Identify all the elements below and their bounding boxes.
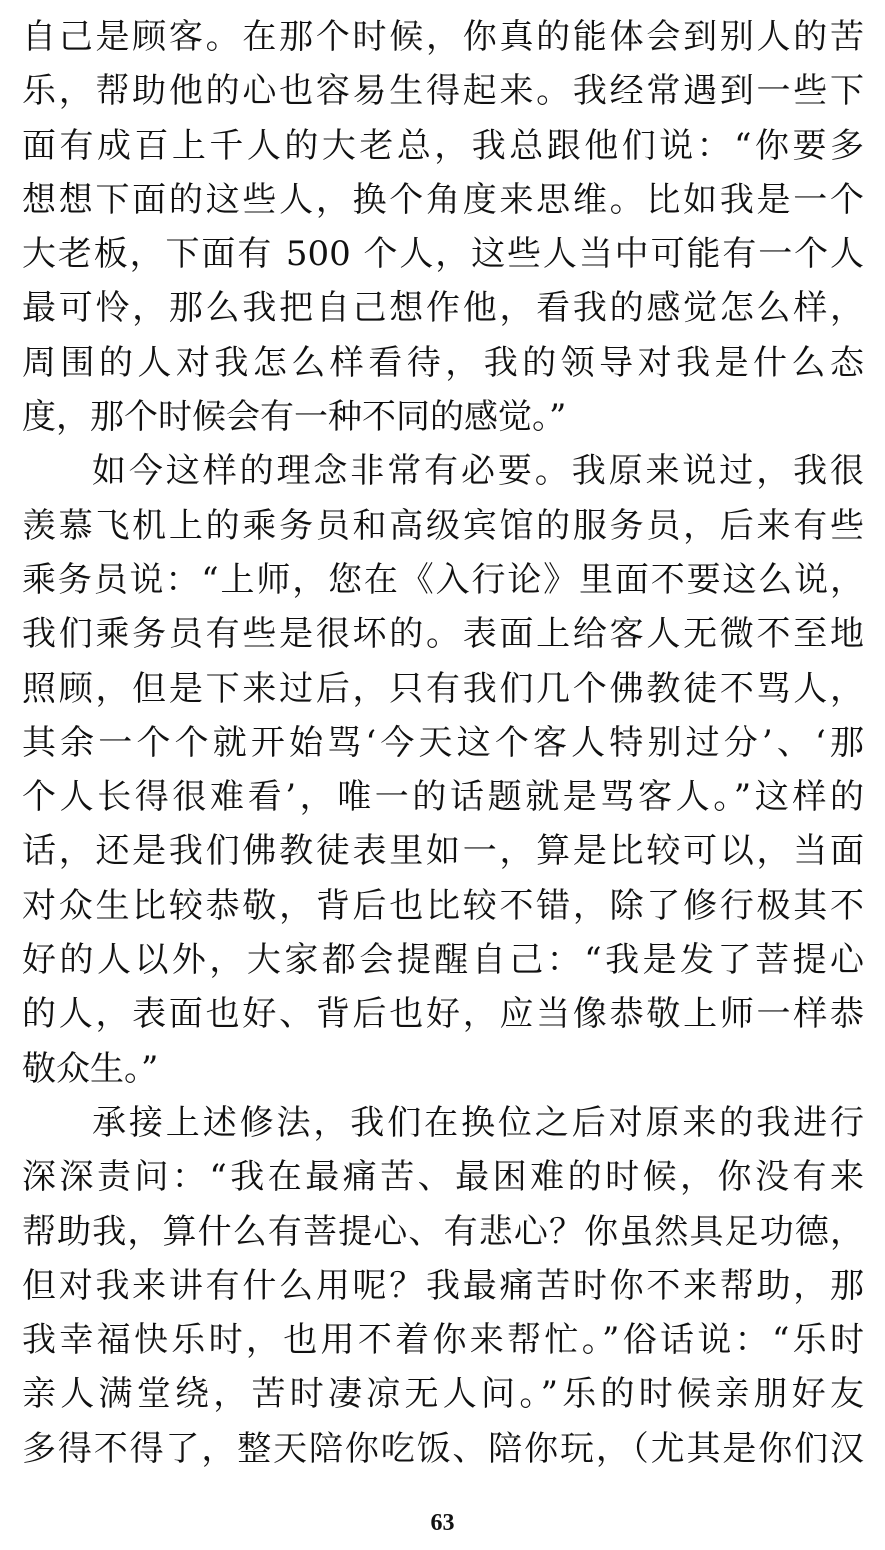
text-line: 我幸福快乐时，也用不着你来帮忙。”俗话说：“乐时 xyxy=(22,1320,864,1361)
text-line: 想想下面的这些人，换个角度来思维。比如我是一个 xyxy=(22,179,864,220)
text-line: 大老板，下面有 500 个人，这些人当中可能有一个人 xyxy=(22,234,864,275)
text-line: 对众生比较恭敬，背后也比较不错，除了修行极其不 xyxy=(22,885,864,926)
text-line: 自己是顾客。在那个时候，你真的能体会到别人的苦 xyxy=(22,17,864,57)
text-line: 深深责问：“我在最痛苦、最困难的时候，你没有来 xyxy=(22,1157,864,1198)
text-line: 我们乘务员有些是很坏的。表面上给客人无微不至地 xyxy=(22,614,864,655)
text-line: 羡慕飞机上的乘务员和高级宾馆的服务员，后来有些 xyxy=(22,505,864,546)
text-line: 个人长得很难看’，唯一的话题就是骂客人。”这样的 xyxy=(22,777,864,818)
text-line: 帮助我，算什么有菩提心、有悲心？你虽然具足功德， xyxy=(22,1211,864,1252)
text-line: 乐，帮助他的心也容易生得起来。我经常遇到一些下 xyxy=(22,71,864,112)
text-line: 度，那个时候会有一种不同的感觉。” xyxy=(22,397,567,438)
text-line: 的人，表面也好、背后也好，应当像恭敬上师一样恭 xyxy=(22,994,864,1035)
page-number: 63 xyxy=(430,1510,455,1536)
paragraph xyxy=(22,10,864,444)
text-line: 周围的人对我怎么样看待，我的领导对我是什么态 xyxy=(22,342,864,383)
text-line: 其余一个个就开始骂‘今天这个客人特别过分’、‘那 xyxy=(22,722,864,763)
text-line: 敬众生。” xyxy=(22,1048,159,1089)
text-line: 话，还是我们佛教徒表里如一，算是比较可以，当面 xyxy=(22,831,864,872)
text-line: 照顾，但是下来过后，只有我们几个佛教徒不骂人， xyxy=(22,668,864,709)
text-line: 乘务员说：“上师，您在《入行论》里面不要这么说， xyxy=(22,559,864,600)
text-line: 面有成百上千人的大老总，我总跟他们说：“你要多 xyxy=(22,125,864,166)
paragraph xyxy=(22,444,864,1096)
text-line: 亲人满堂绕，苦时凄凉无人问。”乐的时候亲朋好友 xyxy=(22,1374,864,1415)
text-line: 如今这样的理念非常有必要。我原来说过，我很 xyxy=(92,451,864,492)
text-line: 最可怜，那么我把自己想作他，看我的感觉怎么样， xyxy=(22,288,864,329)
text-line: 承接上述修法，我们在换位之后对原来的我进行 xyxy=(92,1102,864,1143)
page-body xyxy=(22,10,864,1476)
text-line: 好的人以外，大家都会提醒自己：“我是发了菩提心 xyxy=(22,940,864,981)
text-line: 多得不得了，整天陪你吃饭、陪你玩，（尤其是你们汉 xyxy=(22,1428,864,1469)
text-line: 但对我来讲有什么用呢？我最痛苦时你不来帮助，那 xyxy=(22,1265,864,1306)
paragraph xyxy=(22,1096,864,1476)
